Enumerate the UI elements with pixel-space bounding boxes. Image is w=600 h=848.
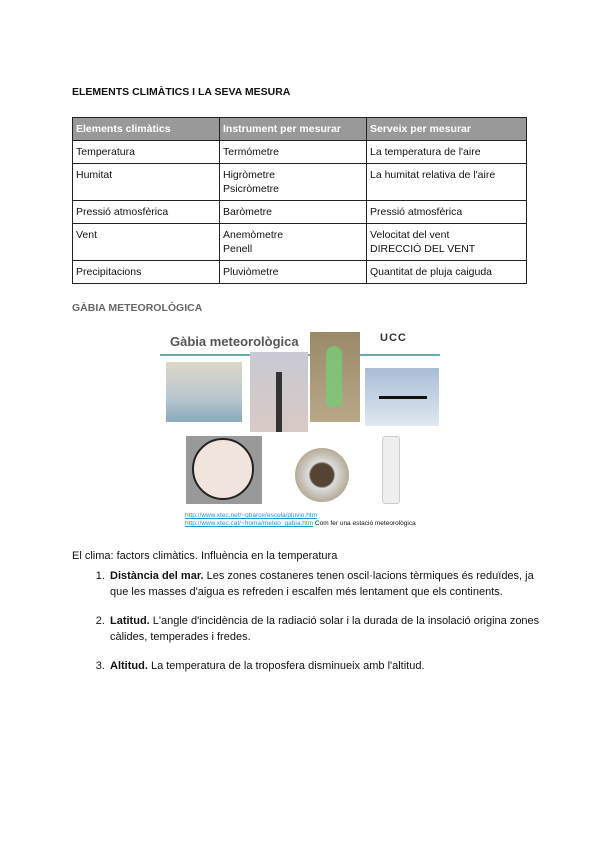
- table-cell: Higròmetre Psicròmetre: [220, 164, 367, 201]
- table-cell: Vent: [73, 224, 220, 261]
- figure-title: Gàbia meteorològica: [170, 334, 299, 349]
- list-item: [108, 613, 548, 645]
- table-cell: La temperatura de l'aire: [367, 141, 527, 164]
- table-cell: Temperatura: [73, 141, 220, 164]
- table-cell: Humitat: [73, 164, 220, 201]
- table-row: [73, 224, 527, 261]
- item-text: La temperatura de la troposfera disminueix amb l'altitud.: [147, 660, 425, 672]
- item-text: Les zones costaneres tenen oscil·lacions tèrmiques és reduïdes, ja que les masses d'aigua es refreden i escalfen més lentament que els continents.: [110, 570, 534, 598]
- item-term: Distància del mar.: [110, 570, 204, 582]
- page-title: ELEMENTS CLIMÀTICS I LA SEVA MESURA: [72, 86, 291, 98]
- table-cell: Velocitat del vent DIRECCIÓ DEL VENT: [367, 224, 527, 261]
- factors-list: [88, 568, 548, 687]
- table-header: Serveix per mesurar: [367, 118, 527, 141]
- aneroid-barometer-photo: [295, 448, 349, 502]
- weather-station-figure: [160, 330, 440, 516]
- list-item: [108, 658, 548, 674]
- table-cell: Pressió atmosfèrica: [367, 201, 527, 224]
- table-cell: Pressió atmosfèrica: [73, 201, 220, 224]
- climate-elements-table: [72, 117, 527, 284]
- table-row: [73, 141, 527, 164]
- logo: UCC: [380, 332, 407, 344]
- table-cell: Precipitacions: [73, 261, 220, 284]
- table-header: Elements climàtics: [73, 118, 220, 141]
- item-text: L'angle d'incidència de la radiació solar i la durada de la insolació origina zones càlides, temperades i fredes.: [110, 615, 540, 643]
- barometer-photo: [186, 436, 262, 504]
- table-cell: Anemòmetre Penell: [220, 224, 367, 261]
- anemometer-photo: [250, 352, 308, 432]
- table-cell: Baròmetre: [220, 201, 367, 224]
- table-row: [73, 201, 527, 224]
- list-item: [108, 568, 548, 600]
- table-row: [73, 164, 527, 201]
- item-term: Latitud.: [110, 615, 150, 627]
- weather-vane-photo: [365, 368, 439, 426]
- weather-shelter-photo: [166, 362, 242, 422]
- figure-caption: [185, 512, 425, 528]
- table-cell: Termómetre: [220, 141, 367, 164]
- caption-text: Com fer una estació meteorològica: [314, 520, 416, 527]
- intro-text: El clima: factors climàtics. Influència en la temperatura: [72, 550, 338, 562]
- item-term: Altitud.: [110, 660, 148, 672]
- table-cell: Pluviòmetre: [220, 261, 367, 284]
- rain-gauge-photo: [310, 332, 360, 422]
- table-cell: Quantitat de pluja caiguda: [367, 261, 527, 284]
- source-link[interactable]: http://www.xtec.net/~gbarce/escola/pluvio.htm http://www.xtec.cat/~homa/meteo_gabia.htm: [185, 512, 318, 527]
- section-heading: GÀBIA METEOROLÒGICA: [72, 302, 203, 314]
- table-row: [73, 261, 527, 284]
- thermometer-photo: [382, 436, 400, 504]
- table-header: Instrument per mesurar: [220, 118, 367, 141]
- table-cell: La humitat relativa de l'aire: [367, 164, 527, 201]
